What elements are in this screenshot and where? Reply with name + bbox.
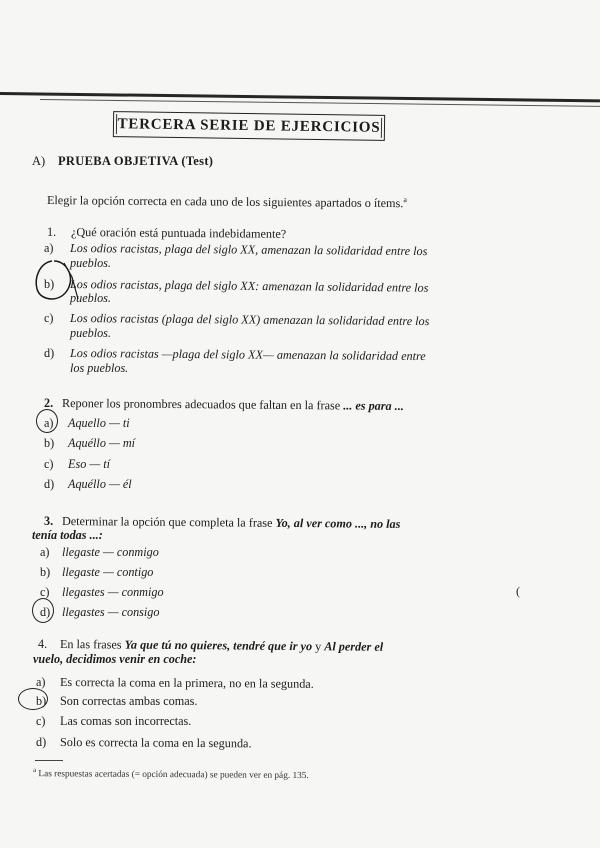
q1-answer-circle-mark <box>32 255 82 307</box>
q2-number: 2. <box>44 396 54 410</box>
q3-option-c-text: llegastes — conmigo <box>62 585 164 599</box>
q3-question-text: Determinar la opción que completa la frase <box>61 514 273 530</box>
q3-question <box>62 514 401 531</box>
q2-option-b-text: Aquéllo — mí <box>68 436 136 450</box>
q3-answer-circle-mark <box>32 598 54 623</box>
q2-question <box>62 396 404 413</box>
q4-option-a-text: Es correcta la coma en la primera, no en la segunda. <box>59 675 314 691</box>
q3-option-b-text: llegaste — contigo <box>62 565 154 579</box>
q3-number: 3. <box>44 514 54 528</box>
q2-phrase: ... es para ... <box>343 398 404 413</box>
page-title <box>113 111 385 141</box>
q1-number: 1. <box>47 225 57 239</box>
q3-option-a-text: llegaste — conmigo <box>62 545 159 559</box>
q1-question: ¿Qué oración está puntuada indebidamente? <box>70 225 287 241</box>
q4-option-a-letter: a) <box>36 675 46 689</box>
q2-option-b-letter: b) <box>44 436 55 450</box>
q3-option-b-letter: b) <box>40 565 51 579</box>
q4-phrase-b-part1: Al perder el <box>324 639 384 654</box>
footnote <box>33 766 309 781</box>
q1-option-c-letter: c) <box>44 311 54 325</box>
q2-option-d-letter: d) <box>44 477 55 491</box>
q1-option-a-line2: pueblos. <box>70 256 111 270</box>
q3-option-c-letter: c) <box>40 585 50 599</box>
q2-option-c-text: Eso — tí <box>68 457 110 471</box>
q1-option-a-line1: Los odios racistas, plaga del siglo XX, amenazan la solidaridad entre los <box>69 241 428 259</box>
footnote-rule <box>35 760 63 761</box>
q3-phrase-part1: Yo, al ver como ..., no las <box>275 515 401 531</box>
q2-answer-circle-mark <box>36 409 58 433</box>
q1-option-a-letter: a) <box>44 241 54 255</box>
q2-option-a-letter: a) <box>44 416 54 430</box>
footnote-mark: a <box>32 766 37 775</box>
instruction <box>47 190 407 210</box>
instruction-text: Elegir la opción correcta en cada uno de los siguientes apartados o ítems. <box>46 193 404 211</box>
page-title-text: TERCERA SERIE DE EJERCICIOS <box>117 115 381 136</box>
q2-option-c-letter: c) <box>44 457 54 471</box>
section-letter: A) <box>32 154 46 168</box>
q4-option-b-letter: b) <box>36 694 47 708</box>
q2-question-text: Reponer los pronombres adecuados que faltan en la frase <box>61 396 341 413</box>
q1-option-b-letter: b) <box>44 277 55 291</box>
scan-top-rule <box>0 92 600 102</box>
stray-mark: ( <box>516 584 520 598</box>
q1-option-b-line2: pueblos. <box>70 291 111 305</box>
q3-phrase-part2: tenía todas ...: <box>32 528 103 542</box>
q1-option-c-line1: Los odios racistas (plaga del siglo XX) amenazan la solidaridad entre los <box>69 311 430 329</box>
section-heading: PRUEBA OBJETIVA (Test) <box>58 154 214 168</box>
q4-conjunction: y <box>315 639 322 654</box>
q1-option-d-line1: Los odios racistas —plaga del siglo XX— amenazan la solidaridad entre <box>69 346 426 364</box>
q3-option-d-text: llegastes — consigo <box>62 605 160 619</box>
q1-option-b-line1: Los odios racistas, plaga del siglo XX: amenazan la solidaridad entre los <box>69 277 429 295</box>
q4-option-d-text: Solo es correcta la coma en la segunda. <box>59 735 252 751</box>
q4-phrase-b-part2: vuelo, decidimos venir en coche: <box>33 652 197 666</box>
q4-number: 4. <box>38 637 48 651</box>
footnote-text: Las respuestas acertadas (= opción adecuada) se pueden ver en pág. 135. <box>38 769 309 782</box>
q4-answer-circle-mark <box>18 688 48 710</box>
q1-option-d-line2: los pueblos. <box>70 361 129 375</box>
q4-question-text: En las frases <box>59 637 122 652</box>
instruction-footnote-mark: a <box>403 195 407 205</box>
q2-option-a-text: Aquello — ti <box>68 416 130 430</box>
q4-option-c-text: Las comas son incorrectas. <box>60 714 192 728</box>
q2-option-d-text: Aquéllo — él <box>68 477 132 491</box>
q3-option-a-letter: a) <box>40 545 50 559</box>
q3-option-d-letter: d) <box>40 605 51 619</box>
q4-option-b-text: Son correctas ambas comas. <box>60 694 198 708</box>
q1-option-d-letter: d) <box>44 346 55 360</box>
q4-option-d-letter: d) <box>36 735 47 749</box>
q4-option-c-letter: c) <box>36 714 46 728</box>
q1-option-c-line2: pueblos. <box>70 326 111 340</box>
q4-phrase-a: Ya que tú no quieres, tendré que ir yo <box>124 637 313 654</box>
